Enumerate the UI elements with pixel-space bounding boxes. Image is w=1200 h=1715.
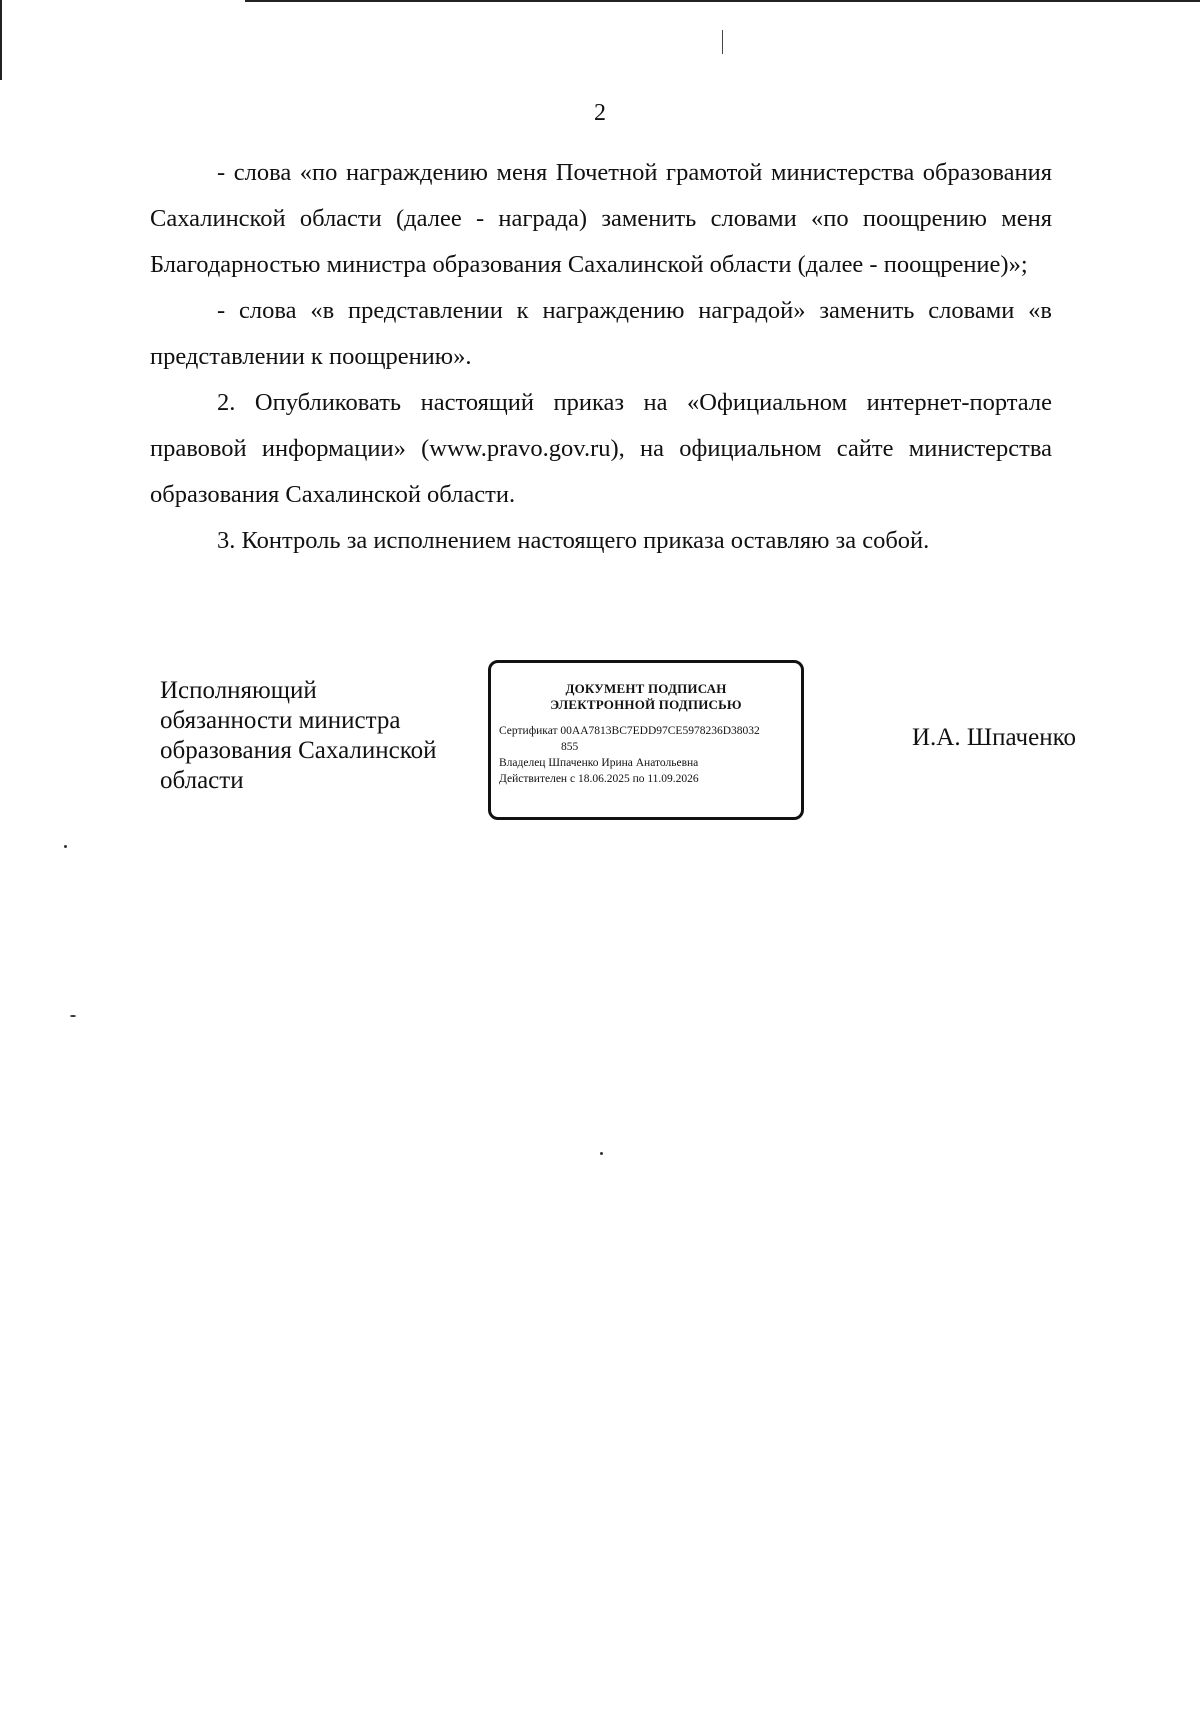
stamp-owner: Владелец Шпаченко Ирина Анатольевна — [499, 757, 699, 769]
scan-speck — [70, 1015, 76, 1017]
signer-name: И.А. Шпаченко — [912, 724, 1076, 751]
stamp-title-line: ДОКУМЕНТ ПОДПИСАН — [565, 681, 727, 696]
paragraph-publish: 2. Опубликовать настоящий приказ на «Официальном интернет-портале правовой информации» (www.pravo.gov.ru), на официальном сайте министерства образования Сахалинской области. — [150, 389, 1052, 508]
stamp-certificate: Сертификат 00AA7813BC7EDD97CE5978236D38032 — [499, 725, 760, 737]
scan-mark — [722, 30, 723, 54]
document-body — [150, 150, 1052, 564]
signatory-position-line: обязанности министра — [160, 707, 401, 734]
paragraph-amendment-1: - слова «по награждению меня Почетной грамотой министерства образования Сахалинской области (далее - награда) заменить словами «по поощрению меня Благодарностью министра образования Сахалинской области (далее - поощрение)»; — [150, 159, 1052, 278]
paragraph-control: 3. Контроль за исполнением настоящего приказа оставляю за собой. — [217, 527, 930, 554]
page-top-edge — [245, 0, 1200, 2]
stamp-certificate-continuation: 855 — [561, 741, 579, 753]
paragraph-amendment-2: - слова «в представлении к награждению наградой» заменить словами «в представлении к поощрению». — [150, 297, 1052, 370]
signatory-position-line: Исполняющий — [160, 677, 317, 704]
electronic-signature-stamp — [488, 660, 804, 820]
page-left-edge — [0, 0, 2, 80]
stamp-validity: Действителен с 18.06.2025 по 11.09.2026 — [499, 773, 699, 785]
signatory-position-line: образования Сахалинской — [160, 737, 437, 764]
signatory-position — [160, 676, 480, 796]
scan-speck — [600, 1152, 603, 1155]
stamp-title-line: ЭЛЕКТРОННОЙ ПОДПИСЬЮ — [550, 697, 742, 712]
scan-speck — [64, 845, 67, 848]
signatory-position-line: области — [160, 767, 244, 794]
page-number: 2 — [594, 100, 606, 126]
